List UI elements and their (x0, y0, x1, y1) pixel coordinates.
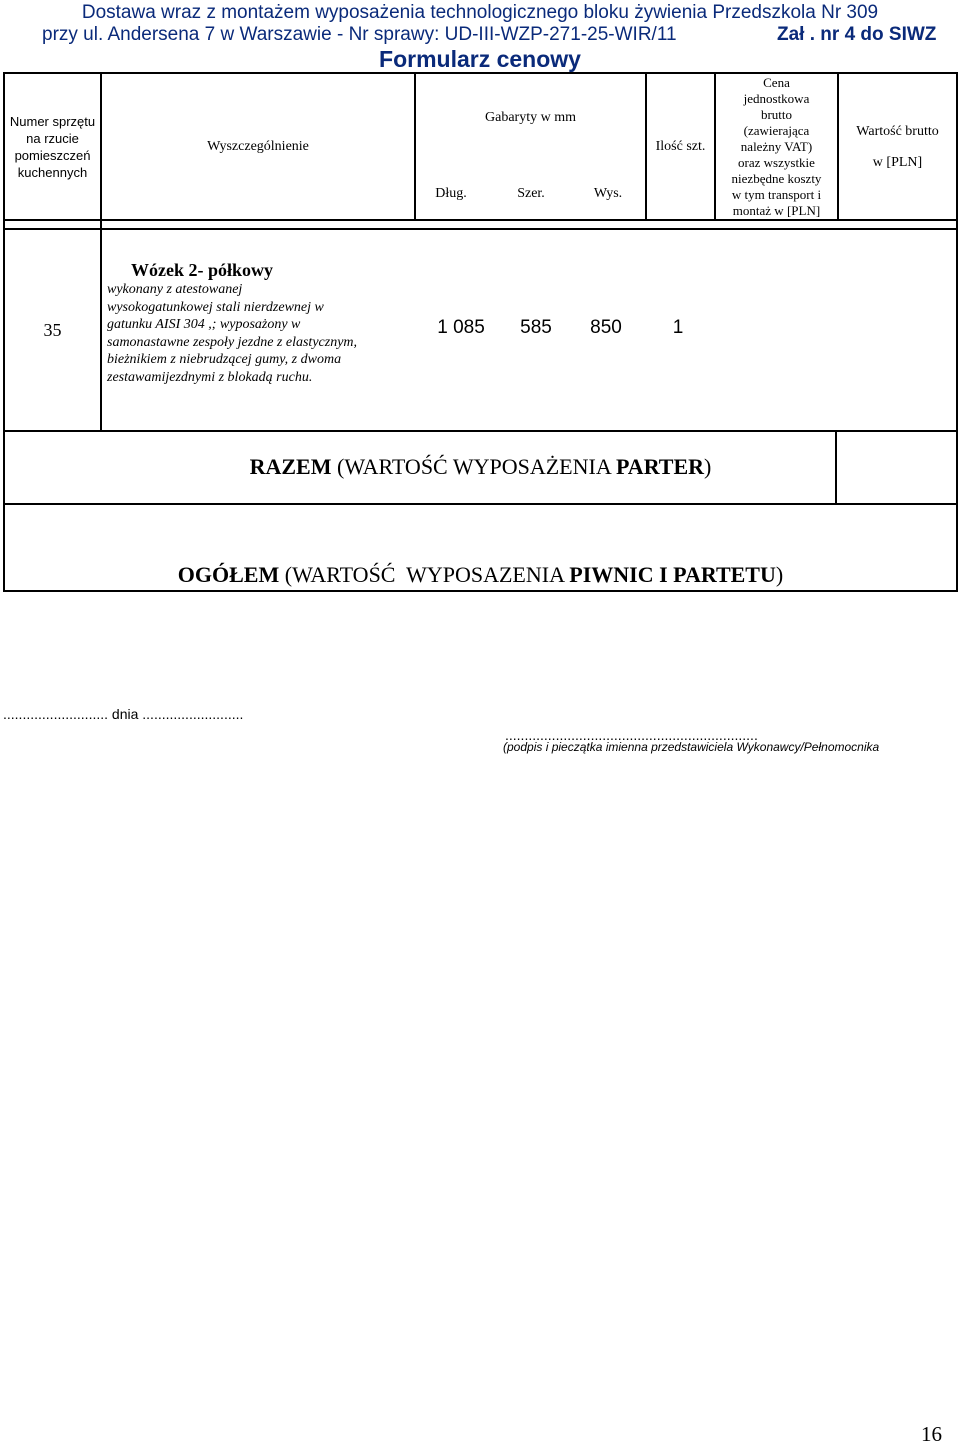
table-border-bottom (3, 590, 958, 592)
unit-price-line: niezbędne koszty (731, 170, 822, 186)
col-header-number-line: pomieszczeń (14, 147, 91, 163)
total-parter-label: RAZEM (249, 454, 332, 479)
row-top-border (3, 228, 958, 230)
item-width: 585 (520, 317, 552, 338)
total-parter-close: ) (704, 454, 712, 479)
header-title-line1: Dostawa wraz z montażem wyposażenia technologicznego bloku żywienia Przedszkola Nr 309 (81, 2, 879, 23)
value-header-line: Wartość brutto (856, 123, 939, 139)
signature-note: (podpis i pieczątka imienna przedstawiciela Wykonawcy/Pełnomocnika (503, 740, 880, 754)
unit-price-line: w tym transport i (731, 186, 822, 202)
item-quantity: 1 (672, 317, 684, 338)
item-description-line: gatunku AISI 304 ,; wyposażony w (107, 317, 301, 332)
total-parter (5, 452, 956, 482)
total-all-label: OGÓŁEM (177, 562, 280, 587)
col-header-number (5, 74, 100, 219)
col-header-description: Wyszczególnienie (207, 139, 309, 154)
col-header-height: Wys. (593, 185, 623, 201)
total-parter-bottom-border (3, 503, 958, 505)
item-description-line: bieżnikiem z niebrudzącej gumy, z dwoma (107, 352, 342, 367)
item-name: Wózek 2- półkowy (131, 260, 274, 280)
total-all (5, 560, 956, 590)
col-header-width: Szer. (517, 185, 545, 201)
col-header-length: Dług. (435, 185, 467, 201)
col-header-number-line: na rzucie (26, 130, 79, 146)
col-header-dimensions: Gabaryty w mm (485, 109, 576, 125)
unit-price-line: jednostkowa (743, 90, 810, 106)
item-description-line: wysokogatunkowej stali nierdzewnej w (107, 299, 324, 315)
col-header-number-line: Numer sprzętu (9, 113, 96, 129)
unit-price-line: montaż w [PLN] (732, 202, 821, 218)
total-all-text: (WARTOŚĆ WYPOSAZENIA (279, 562, 570, 587)
col-header-value (839, 74, 956, 219)
page-number: 16 (921, 1422, 942, 1446)
signature-line: ................................................................. (505, 727, 758, 743)
item-length: 1 085 (437, 317, 485, 338)
table-border-right (956, 72, 958, 592)
unit-price-line: brutto (760, 106, 793, 122)
col-header-number-line: kuchennych (17, 164, 88, 180)
value-header-line: w [PLN] (872, 154, 923, 170)
unit-price-line: Cena (763, 74, 790, 90)
unit-price-line: oraz wszystkie (738, 154, 815, 170)
item-description-line: wykonany z atestowanej (107, 282, 243, 297)
total-all-close: ) (775, 562, 784, 587)
attachment-label: Zał . nr 4 do SIWZ (777, 24, 937, 45)
total-parter-text: (WARTOŚĆ WYPOSAŻENIA (331, 454, 616, 479)
item-description-line: zestawamijezdnymi z blokadą ruchu. (107, 369, 313, 385)
total-all-scope: PIWNIC I PARTETU (569, 562, 776, 587)
unit-price-line: (zawierająca (743, 122, 810, 138)
row-bottom-border (3, 430, 958, 432)
item-height: 850 (590, 317, 622, 338)
item-description-line: samonastawne zespoły jezdne z elastycznym, (107, 334, 358, 350)
item-number: 35 (43, 319, 62, 340)
form-title: Formularz cenowy (379, 46, 581, 72)
header-bottom-border (3, 219, 958, 221)
date-line: ........................... dnia .......................... (3, 706, 244, 722)
price-form-table (3, 72, 958, 592)
col-header-quantity: Ilość szt. (655, 139, 706, 154)
case-number: przy ul. Andersena 7 w Warszawie - Nr sprawy: UD-III-WZP-271-25-WIR/11 (42, 24, 677, 45)
total-parter-scope: PARTER (616, 454, 705, 479)
col-header-unit-price (716, 74, 837, 219)
item-description (107, 259, 407, 386)
unit-price-line: należny VAT) (740, 138, 813, 154)
